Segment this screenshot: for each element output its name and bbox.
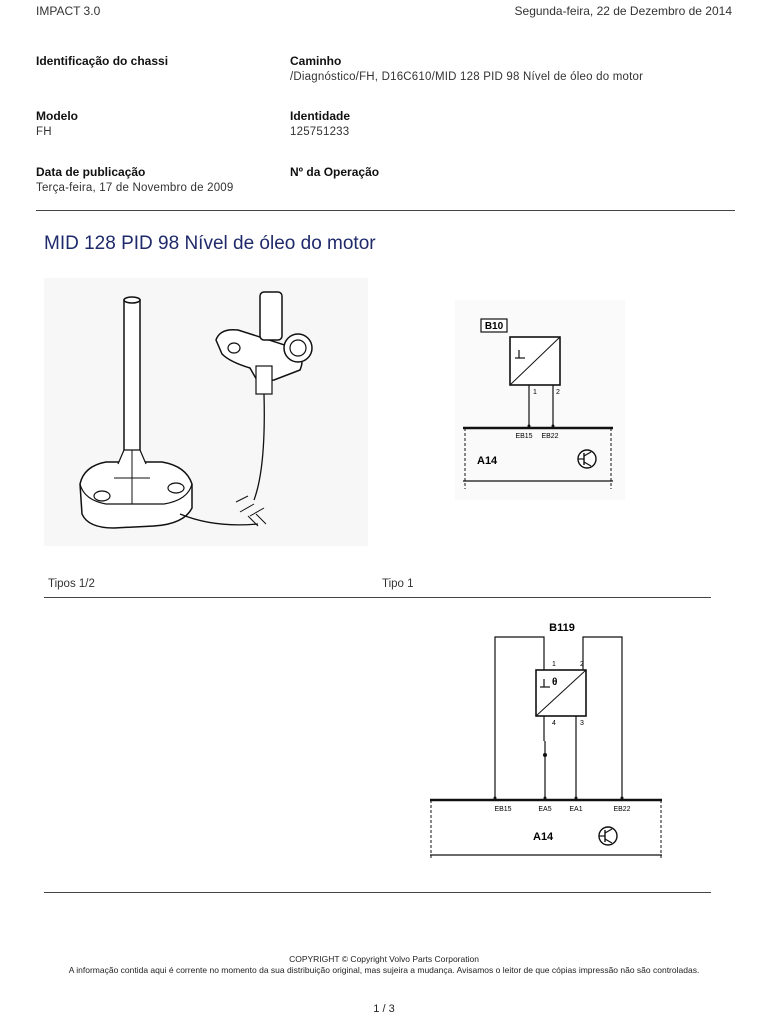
sensor-illustration — [44, 278, 368, 546]
b119-pin3: 3 — [580, 720, 584, 727]
b119-pin4: 4 — [552, 720, 556, 727]
path-value: /Diagnóstico/FH, D16C610/MID 128 PID 98 Nível de óleo do motor — [290, 71, 644, 83]
wiring-diagram-b119 — [428, 615, 666, 865]
path-label: Caminho — [290, 54, 342, 68]
b119-unit-a14: A14 — [533, 831, 554, 843]
page-number: 1 / 3 — [373, 1003, 395, 1015]
b119-pin1: 1 — [552, 661, 556, 668]
b10-conn-eb15: EB15 — [515, 433, 533, 440]
b10-pin1: 1 — [533, 389, 537, 396]
model-label: Modelo — [36, 109, 78, 123]
b10-label: B10 — [484, 321, 504, 332]
op-no-label: Nº da Operação — [290, 165, 380, 179]
identity-label: Identidade — [290, 109, 351, 123]
b119-label: B119 — [549, 622, 575, 634]
caption-divider — [44, 597, 711, 598]
pub-date-label: Data de publicação — [36, 165, 146, 179]
app-name: IMPACT 3.0 — [36, 4, 101, 18]
disclaimer: A informação contida aqui é corrente no momento da sua distribuição original, mas sujeira a mudança. Avisamos o leitor de que cópias impressão não são controladas. — [68, 965, 700, 975]
b10-conn-eb22: EB22 — [541, 433, 559, 440]
header-divider — [36, 210, 735, 211]
pub-date-value: Terça-feira, 17 de Novembro de 2009 — [36, 182, 234, 194]
identity-value: 125751233 — [290, 126, 350, 138]
b10-pin2: 2 — [556, 389, 560, 396]
b119-conn-ea5: EA5 — [538, 806, 552, 813]
b119-conn-eb22: EB22 — [613, 806, 631, 813]
model-value: FH — [36, 126, 52, 138]
caption-types-1-2: Tipos 1/2 — [48, 578, 95, 590]
copyright: COPYRIGHT © Copyright Volvo Parts Corporation — [289, 954, 479, 964]
caption-type-1: Tipo 1 — [382, 578, 414, 590]
b10-unit-a14: A14 — [477, 455, 498, 467]
page-title: MID 128 PID 98 Nível de óleo do motor — [44, 233, 376, 254]
chassis-label: Identificação do chassi — [36, 54, 169, 68]
footer-divider — [44, 892, 711, 893]
print-date: Segunda-feira, 22 de Dezembro de 2014 — [514, 4, 732, 18]
b119-conn-ea1: EA1 — [569, 806, 583, 813]
theta-symbol: θ — [552, 677, 558, 688]
b119-conn-eb15: EB15 — [494, 806, 512, 813]
wiring-diagram-b10 — [455, 300, 625, 500]
b119-pin2: 2 — [580, 661, 584, 668]
